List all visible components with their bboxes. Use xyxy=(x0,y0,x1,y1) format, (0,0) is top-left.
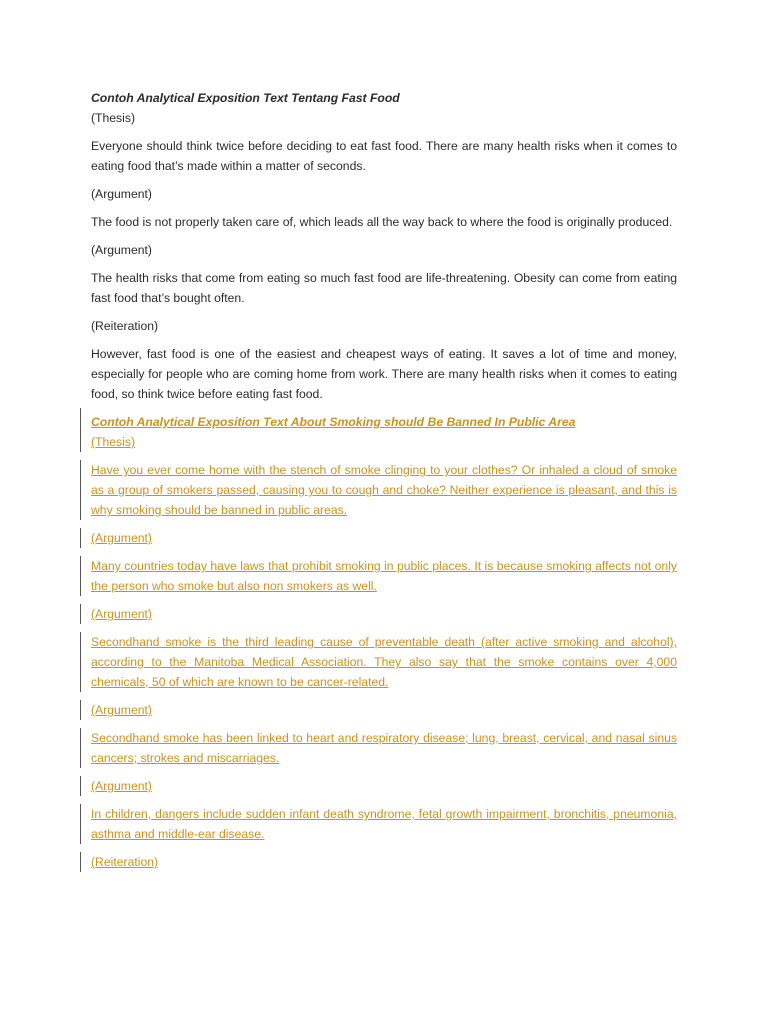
doc1-thesis-label: (Thesis) xyxy=(91,111,136,125)
doc2-reiteration-label: (Reiteration) xyxy=(91,855,159,869)
revision-block-arg2 xyxy=(91,632,677,692)
doc2-argument2-label: (Argument) xyxy=(91,607,152,621)
doc2-argument1-label: (Argument) xyxy=(91,531,152,545)
revision-block-arg2-label xyxy=(91,604,677,624)
doc1-title: Contoh Analytical Exposition Text Tentang Fast Food xyxy=(91,91,400,105)
revision-block-arg4 xyxy=(91,804,677,844)
doc2-argument4: In children, dangers include sudden infant death syndrome, fetal growth impairment, bronchitis, pneumonia, asthma and middle-ear disease. xyxy=(91,807,677,841)
doc2-thesis-label: (Thesis) xyxy=(91,435,136,449)
revision-block-arg1 xyxy=(91,556,677,596)
doc1-argument1: The food is not properly taken care of, which leads all the way back to where the food is originally produced. xyxy=(91,215,673,229)
doc1-argument1-label: (Argument) xyxy=(91,187,152,201)
revision-block-reiteration-label xyxy=(91,852,677,872)
doc1-thesis: Everyone should think twice before deciding to eat fast food. There are many health risks when it comes to eating food that’s made within a matter of seconds. xyxy=(91,139,677,173)
doc2-argument4-label: (Argument) xyxy=(91,779,152,793)
doc1-reiteration: However, fast food is one of the easiest and cheapest ways of eating. It saves a lot of time and money, especially for people who are coming home from work. There are many health risks when it comes to eating food, so think twice before eating fast food. xyxy=(91,347,677,401)
doc2-section xyxy=(91,412,677,872)
revision-block-arg1-label xyxy=(91,528,677,548)
doc1-argument2-label: (Argument) xyxy=(91,243,152,257)
doc2-title: Contoh Analytical Exposition Text About Smoking should Be Banned In Public Area xyxy=(91,415,576,429)
doc2-argument1: Many countries today have laws that prohibit smoking in public places. It is because smoking affects not only the person who smoke but also non smokers as well. xyxy=(91,559,677,593)
doc2-thesis: Have you ever come home with the stench of smoke clinging to your clothes? Or inhaled a cloud of smoke as a group of smokers passed, causing you to cough and choke? Neither experience is pleasant, and this is why smoking should be banned in public areas. xyxy=(91,463,677,517)
revision-block-arg3-label xyxy=(91,700,677,720)
doc2-argument3: Secondhand smoke has been linked to heart and respiratory disease; lung, breast, cervical, and nasal sinus cancers; strokes and miscarriages. xyxy=(91,731,677,765)
document-body xyxy=(91,88,677,880)
doc1-reiteration-label: (Reiteration) xyxy=(91,319,159,333)
doc2-argument2: Secondhand smoke is the third leading cause of preventable death (after active smoking and alcohol), according to the Manitoba Medical Association. They also say that the smoke contains over 4,000 chemicals, 50 of which are known to be cancer-related. xyxy=(91,635,677,689)
revision-block-title xyxy=(91,412,677,452)
revision-block-thesis xyxy=(91,460,677,520)
revision-block-arg3 xyxy=(91,728,677,768)
doc1-argument2: The health risks that come from eating so much fast food are life-threatening. Obesity can come from eating fast food that’s bought often. xyxy=(91,271,677,305)
revision-block-arg4-label xyxy=(91,776,677,796)
doc2-argument3-label: (Argument) xyxy=(91,703,152,717)
